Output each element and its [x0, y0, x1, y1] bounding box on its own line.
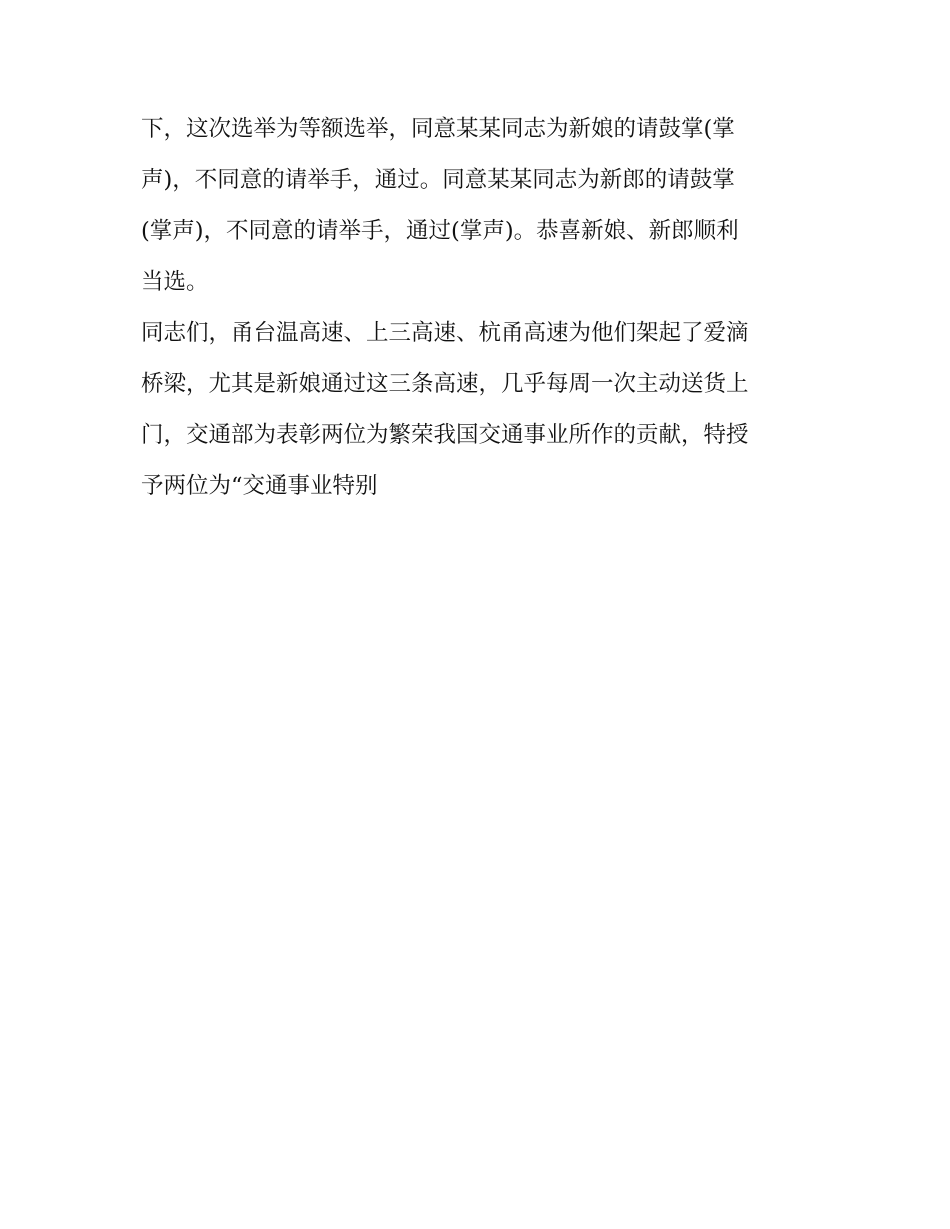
text-line: 桥梁，尤其是新娘通过这三条高速，几乎每周一次主动送货上: [141, 371, 749, 397]
text-line: (掌声)，不同意的请举手，通过(掌声)。恭喜新娘、新郎顺利: [141, 218, 739, 244]
document-body: [141, 104, 821, 512]
paragraph-highway: [141, 308, 821, 512]
text-line: 予两位为“交通事业特别: [141, 473, 378, 499]
text-line: 门，交通部为表彰两位为繁荣我国交通事业所作的贡献，特授: [141, 422, 749, 448]
paragraph-election: [141, 104, 821, 308]
text-line: 声)，不同意的请举手，通过。同意某某同志为新郎的请鼓掌: [141, 167, 735, 193]
text-line: 同志们，甬台温高速、上三高速、杭甬高速为他们架起了爱滴: [141, 320, 749, 346]
text-line: 下，这次选举为等额选举，同意某某同志为新娘的请鼓掌(掌: [141, 116, 735, 142]
text-line: 当选。: [141, 269, 209, 295]
